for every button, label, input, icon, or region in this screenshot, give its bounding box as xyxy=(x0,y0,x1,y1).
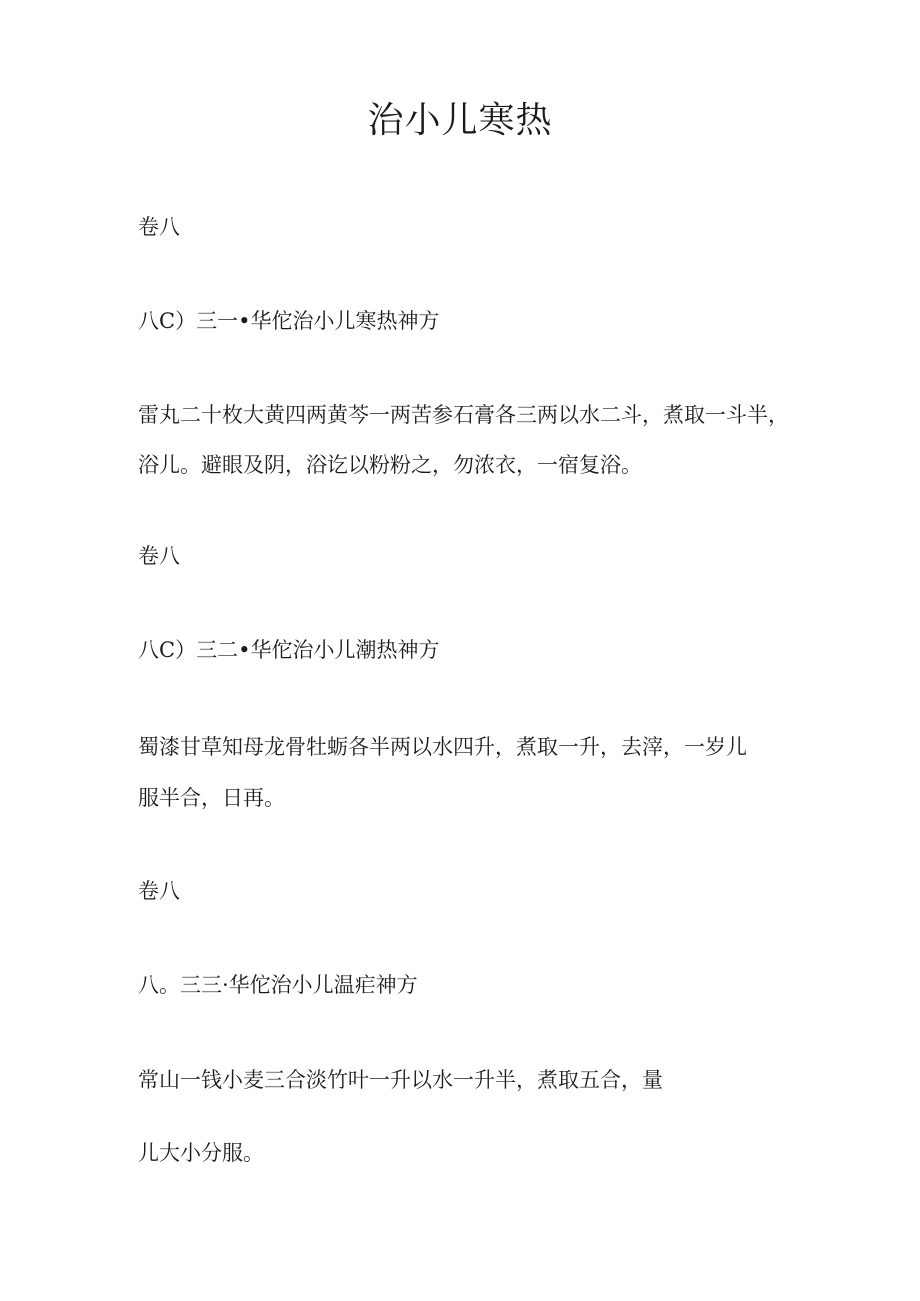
section-body-line: 蜀漆甘草知母龙骨牡蛎各半两以水四升，煮取一升，去滓，一岁儿 xyxy=(138,735,747,759)
section-heading: 八C）三二•华佗治小儿潮热神方 xyxy=(138,638,440,662)
section-body-line: 儿大小分服。 xyxy=(138,1141,264,1165)
volume-label: 卷八 xyxy=(138,879,180,903)
volume-label: 卷八 xyxy=(138,544,180,568)
volume-label: 卷八 xyxy=(138,215,180,239)
page-title: 治小儿寒热 xyxy=(367,100,553,141)
section-heading: 八C）三一•华佗治小儿寒热神方 xyxy=(138,309,440,333)
section-heading: 八。三三·华佗治小儿温疟神方 xyxy=(138,973,418,997)
section-body-line: 雷丸二十枚大黄四两黄芩一两苦参石膏各三两以水二斗，煮取一斗半， xyxy=(138,403,789,427)
section-body-line: 常山一钱小麦三合淡竹叶一升以水一升半，煮取五合，量 xyxy=(138,1068,663,1092)
section-body-line: 浴儿。避眼及阴，浴讫以粉粉之，勿浓衣，一宿复浴。 xyxy=(138,453,642,477)
section-body-line: 服半合，日再。 xyxy=(138,786,285,810)
